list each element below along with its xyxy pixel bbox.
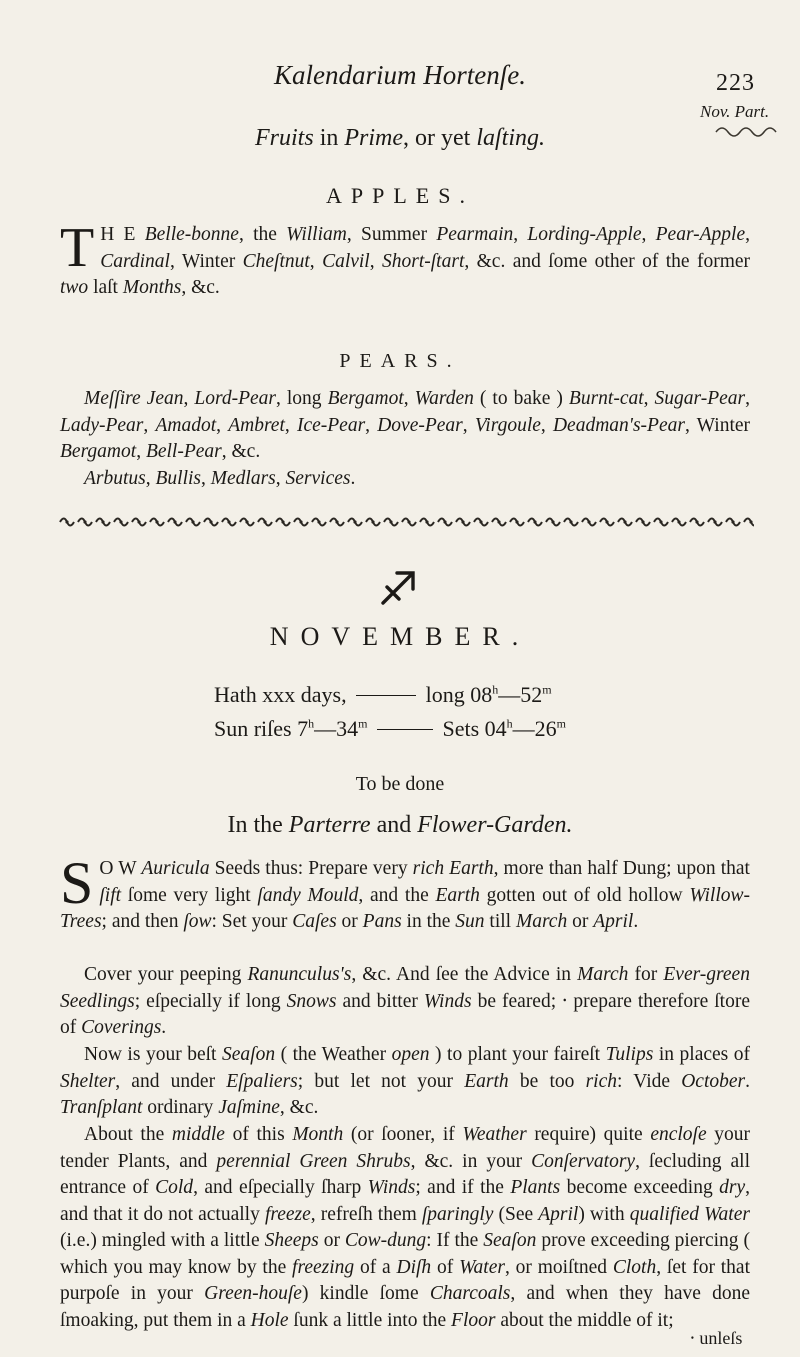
italic-run: Cloth — [612, 1256, 657, 1278]
roman-run: , — [136, 441, 146, 462]
italic-run: Ambret — [228, 414, 285, 436]
ornament-rule-icon — [58, 513, 754, 531]
italic-run: Winds — [423, 990, 472, 1012]
italic-run: Eſpaliers — [226, 1070, 298, 1092]
roman-run: be too — [508, 1070, 586, 1092]
roman-run: : Set your — [211, 911, 293, 932]
italic-run: Green-houſe — [204, 1283, 302, 1304]
italic-run: Lady-Pear — [60, 414, 144, 436]
italic-run: Conſervatory — [531, 1150, 636, 1172]
roman-run: (See — [493, 1203, 539, 1225]
italic-run: open — [391, 1044, 430, 1065]
roman-run: , or moiſtned — [504, 1256, 613, 1278]
title-in: in — [319, 125, 339, 151]
sun-rises: Sun riſes 7$^h$—34$^m$ — [214, 716, 368, 741]
sun-line — [214, 716, 654, 742]
roman-run: of — [431, 1256, 460, 1278]
pears-paragraph-2 — [60, 466, 750, 493]
roman-run: of a — [354, 1256, 397, 1278]
italic-run: Tranſplant — [60, 1097, 143, 1118]
roman-run: , and the — [358, 884, 436, 906]
roman-run: Cover your peeping — [84, 964, 248, 985]
roman-run: . — [350, 468, 356, 489]
day-length: long 08$^h$—52$^m$ — [425, 682, 552, 707]
roman-run: ſome very light — [121, 884, 258, 906]
italic-run: Hole — [250, 1309, 289, 1331]
roman-run: , and when they have done ſmoaking, put them in a — [60, 1283, 750, 1331]
roman-run: Seeds thus: Prepare very — [209, 858, 413, 879]
roman-run: , and eſpecially ſharp — [193, 1177, 368, 1198]
italic-run: April — [593, 911, 634, 932]
italic-run: Warden — [414, 388, 474, 409]
italic-run: Services — [285, 468, 351, 489]
roman-run: ) to plant your faireſt — [429, 1044, 606, 1065]
italic-run: ſandy Mould — [257, 884, 359, 906]
roman-run: , — [309, 250, 323, 272]
body-text-1 — [60, 850, 750, 932]
month-heading: NOVEMBER. — [269, 622, 531, 651]
roman-run: , — [284, 414, 297, 436]
roman-run: , — [513, 224, 528, 245]
pears-heading: PEARS. — [339, 350, 461, 372]
roman-run: , — [641, 224, 656, 245]
roman-run: , &c. — [279, 1097, 319, 1118]
roman-run: ; and if the — [415, 1177, 511, 1198]
italic-run: Bullis — [155, 468, 202, 489]
garden-in: In the — [227, 812, 283, 838]
italic-run: April — [538, 1203, 579, 1225]
body-text-2 — [60, 964, 750, 1038]
roman-run: laſt — [88, 277, 123, 298]
italic-run: dry — [719, 1177, 746, 1198]
italic-run: Seaſon — [222, 1044, 276, 1065]
italic-run: freezing — [292, 1256, 355, 1278]
roman-run: be feared; ⸱ prepare therefore ſtore of — [60, 990, 751, 1038]
italic-run: Winds — [367, 1177, 416, 1198]
title-prime: Prime — [344, 125, 404, 151]
pears-text — [60, 388, 750, 462]
title-or-yet: , or yet — [403, 125, 471, 151]
italic-run: Ranunculus's — [247, 964, 352, 985]
italic-run: Charcoals — [429, 1283, 511, 1304]
italic-run: Pearmain — [436, 224, 514, 245]
italic-run: Cardinal — [100, 250, 170, 272]
italic-run: Bell-Pear — [145, 441, 222, 462]
italic-run: Water — [459, 1256, 505, 1278]
italic-run: Lord-Pear — [194, 388, 276, 409]
title-lasting: laſting. — [476, 125, 545, 151]
italic-run: Willow-Trees — [60, 884, 750, 932]
italic-run: October — [681, 1070, 746, 1092]
roman-run: , Winter — [169, 250, 243, 272]
roman-run: . — [633, 911, 639, 932]
running-title: Kalendarium Hortenſe. — [274, 60, 526, 90]
title-fruits: Fruits — [255, 125, 314, 151]
italic-run: Sugar-Pear — [654, 388, 746, 409]
roman-run: for — [628, 964, 664, 985]
body-dropcap: S — [60, 850, 94, 916]
roman-run: , — [540, 414, 553, 436]
section-title — [160, 125, 640, 152]
italic-run: William — [286, 224, 347, 245]
italic-run: Weather — [462, 1124, 527, 1145]
roman-run: , — [643, 388, 655, 409]
italic-run: rich — [585, 1070, 618, 1092]
italic-run: Coverings — [81, 1017, 162, 1038]
roman-run: , — [403, 388, 415, 409]
roman-run: , — [275, 468, 286, 489]
side-note: Nov. Part. — [700, 102, 770, 121]
italic-run: Dove-Pear — [377, 414, 463, 436]
italic-run: Ice-Pear — [296, 414, 366, 436]
roman-run: , long — [276, 388, 328, 409]
italic-run: Pans — [362, 911, 402, 932]
body-paragraph-3 — [60, 1042, 750, 1122]
italic-run: Earth — [464, 1070, 509, 1092]
italic-run: Jaſmine — [218, 1097, 280, 1118]
days-line — [214, 682, 654, 708]
italic-run: Floor — [451, 1309, 496, 1331]
italic-run: Month — [292, 1124, 344, 1145]
days-count: Hath xxx days, — [214, 682, 347, 707]
roman-run: ; eſpecially if long — [134, 990, 287, 1012]
roman-run: and bitter — [336, 990, 424, 1012]
roman-run: : Vide — [617, 1070, 682, 1092]
roman-run: O W — [99, 858, 142, 879]
roman-run: , more than half Dung; upon that — [493, 858, 750, 879]
italic-run: Amadot — [155, 414, 217, 436]
italic-run: Auricula — [141, 858, 210, 879]
roman-run: prove exceeding piercing ( which you may know by the — [60, 1230, 751, 1278]
italic-run: March — [577, 964, 629, 985]
italic-run: middle — [171, 1124, 225, 1145]
roman-run: , &c. and ſome other of the former — [464, 250, 751, 272]
roman-run: . — [161, 1017, 167, 1038]
pears-paragraph — [60, 386, 750, 466]
roman-run: H E — [100, 224, 145, 245]
roman-run: About the — [84, 1124, 172, 1145]
roman-run: : If the — [426, 1230, 484, 1251]
roman-run: , ſecluding all entrance of — [60, 1150, 750, 1198]
roman-run: gotten out of old hollow — [479, 884, 690, 906]
italic-run: Snows — [286, 990, 337, 1012]
italic-run: Lording-Apple — [527, 224, 642, 245]
sun-sets: Sets 04$^h$—26$^m$ — [442, 716, 566, 741]
italic-run: two — [60, 277, 89, 298]
italic-run: Sheeps — [264, 1230, 319, 1251]
italic-run: March — [515, 911, 568, 932]
roman-run: require) quite — [526, 1124, 651, 1145]
roman-run: , the — [238, 224, 287, 245]
italic-run: ſow — [183, 911, 212, 932]
roman-run: , &c. — [181, 277, 220, 298]
to-be-done: To be done — [355, 773, 445, 795]
roman-run: , — [745, 224, 750, 245]
roman-run: , — [143, 414, 156, 436]
italic-run: qualified Water — [629, 1203, 750, 1225]
italic-run: Cow-dung — [344, 1230, 427, 1251]
apples-text — [60, 217, 751, 298]
italic-run: Deadman's-Pear — [552, 414, 685, 436]
italic-run: Earth — [435, 884, 480, 906]
roman-run: , — [365, 414, 378, 436]
italic-run: encloſe — [650, 1124, 707, 1145]
roman-run: ( the Weather — [275, 1044, 392, 1065]
body-text-3 — [60, 1044, 750, 1118]
roman-run: about the middle of it; — [495, 1309, 674, 1331]
italic-run: Cheſtnut — [242, 250, 310, 272]
roman-run: . — [745, 1070, 750, 1092]
roman-run: , Summer — [346, 224, 437, 245]
roman-run: (i.e.) mingled with a little — [60, 1230, 265, 1251]
roman-run: , and that it do not actually — [60, 1177, 751, 1225]
italic-run: rich Earth — [412, 858, 494, 879]
italic-run: Medlars — [210, 468, 276, 489]
roman-run: , — [201, 468, 211, 489]
italic-run: Sun — [455, 911, 485, 932]
italic-run: Diſh — [396, 1256, 432, 1278]
page-number: 223 — [716, 70, 755, 96]
roman-run: , — [183, 388, 195, 409]
garden-and: and — [376, 812, 412, 838]
roman-run: , and under — [115, 1070, 227, 1092]
italic-run: Tulips — [605, 1044, 654, 1065]
italic-run: Bergamot — [327, 388, 404, 409]
italic-run: Seaſon — [483, 1230, 537, 1251]
italic-run: Months — [122, 277, 182, 298]
italic-run: Belle-bonne — [144, 224, 239, 245]
roman-run: your tender Plants, and — [60, 1124, 751, 1172]
italic-run: Pear-Apple — [655, 224, 746, 245]
apples-paragraph — [60, 217, 751, 302]
catchword: ⸱ unleſs — [690, 1328, 743, 1348]
roman-run: , ſet for that purpoſe in your — [60, 1256, 751, 1304]
roman-run: , Winter — [684, 414, 751, 436]
roman-run: ) kindle ſome — [301, 1283, 430, 1304]
italic-run: Calvil — [322, 250, 370, 272]
body-paragraph-2 — [60, 962, 750, 1042]
roman-run: , — [745, 388, 751, 409]
side-flourish-icon — [712, 122, 782, 138]
roman-run: ſunk a little into the — [288, 1309, 452, 1331]
roman-run: (or ſooner, if — [343, 1124, 463, 1145]
roman-run: or — [318, 1230, 345, 1251]
garden-heading — [0, 812, 800, 839]
italic-run: Short-ſtart — [382, 250, 465, 272]
sagittarius-sign-icon — [375, 563, 423, 611]
roman-run: in the — [401, 911, 456, 932]
italic-run: Plants — [510, 1177, 561, 1198]
apples-heading: APPLES. — [326, 183, 474, 208]
roman-run: Now is your beſt — [84, 1044, 222, 1065]
italic-run: Burnt-cat — [568, 388, 644, 409]
pears-text-2 — [84, 468, 355, 489]
roman-run: , &c. in your — [410, 1150, 532, 1172]
italic-run: Virgoule — [474, 414, 541, 436]
body-paragraph-4 — [60, 1122, 750, 1334]
italic-run: perennial Green Shrubs — [216, 1150, 411, 1172]
roman-run: ( to bake ) — [473, 388, 569, 409]
italic-run: Bergamot — [60, 441, 137, 462]
italic-run: ſparingly — [421, 1203, 494, 1225]
roman-run: , — [145, 468, 156, 489]
italic-run: freeze — [264, 1203, 311, 1225]
roman-run: , refreſh them — [310, 1203, 422, 1225]
roman-run: or — [567, 911, 594, 932]
roman-run: ordinary — [142, 1097, 219, 1118]
roman-run: of this — [224, 1124, 293, 1145]
roman-run: , — [369, 250, 383, 272]
roman-run: ) with — [578, 1203, 630, 1225]
apples-dropcap: T — [60, 217, 95, 279]
roman-run: till — [484, 911, 516, 932]
roman-run: in places of — [653, 1044, 751, 1065]
roman-run: or — [336, 911, 363, 932]
roman-run: ; and then — [101, 911, 184, 932]
roman-run: , — [216, 414, 229, 436]
italic-run: Cold — [155, 1177, 194, 1198]
roman-run: , &c. And ſee the Advice in — [351, 964, 578, 985]
garden-flower: Flower-Garden. — [417, 812, 573, 838]
italic-run: Ever-green Seedlings — [60, 964, 750, 1012]
body-text-4 — [60, 1124, 750, 1331]
body-paragraph-1 — [60, 850, 750, 936]
roman-run: , &c. — [221, 441, 261, 462]
italic-run: Caſes — [292, 911, 337, 932]
roman-run: ; but let not your — [297, 1070, 465, 1092]
italic-run: Shelter — [60, 1070, 116, 1092]
roman-run: become exceeding — [560, 1177, 720, 1198]
italic-run: Meſſire Jean — [84, 388, 184, 409]
italic-run: Arbutus — [84, 468, 146, 489]
italic-run: ſift — [99, 884, 122, 906]
roman-run: , — [462, 414, 475, 436]
garden-parterre: Parterre — [288, 812, 371, 838]
